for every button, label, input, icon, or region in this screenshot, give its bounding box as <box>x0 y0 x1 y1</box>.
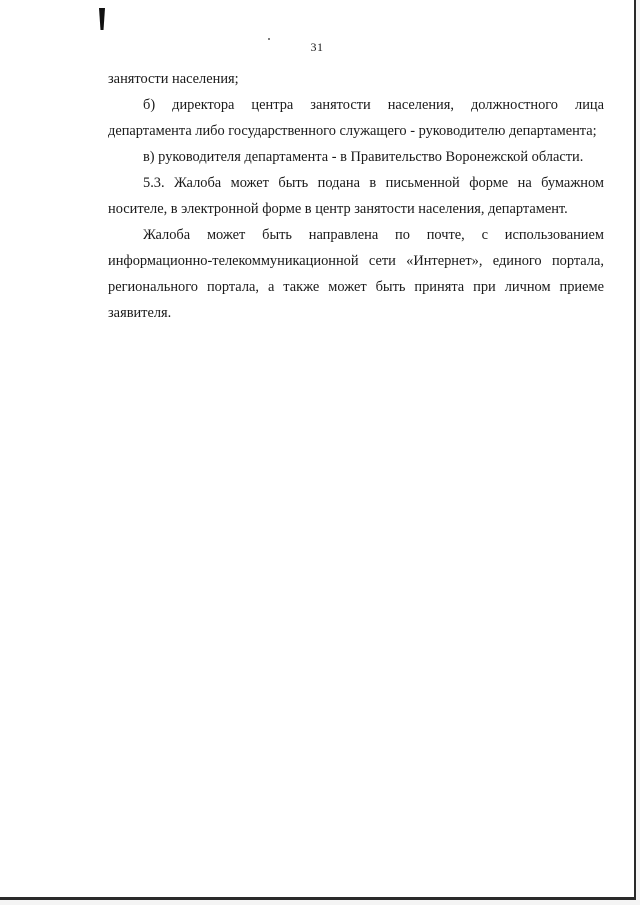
paragraph-submission-methods: Жалоба может быть направлена по почте, с использованием информационно-телекоммуникационной сети «Интернет», единого портала, регионального портала, а также может быть принята при личном приеме заявителя. <box>108 227 604 321</box>
page-number: 31 <box>310 40 324 54</box>
scan-mark-icon <box>99 8 105 30</box>
document-body <box>108 66 604 326</box>
scan-speck <box>268 38 270 40</box>
paragraph-continuation: занятости населения; <box>108 71 239 87</box>
paragraph-5-3: 5.3. Жалоба может быть подана в письменной форме на бумажном носителе, в электронной форме в центр занятости населения, департамент. <box>108 175 604 217</box>
paragraph-item-b: б) директора центра занятости населения, должностного лица департамента либо государственного служащего - руководителю департамента; <box>108 97 604 139</box>
paragraph-item-v: в) руководителя департамента - в Правительство Воронежской области. <box>143 149 584 165</box>
